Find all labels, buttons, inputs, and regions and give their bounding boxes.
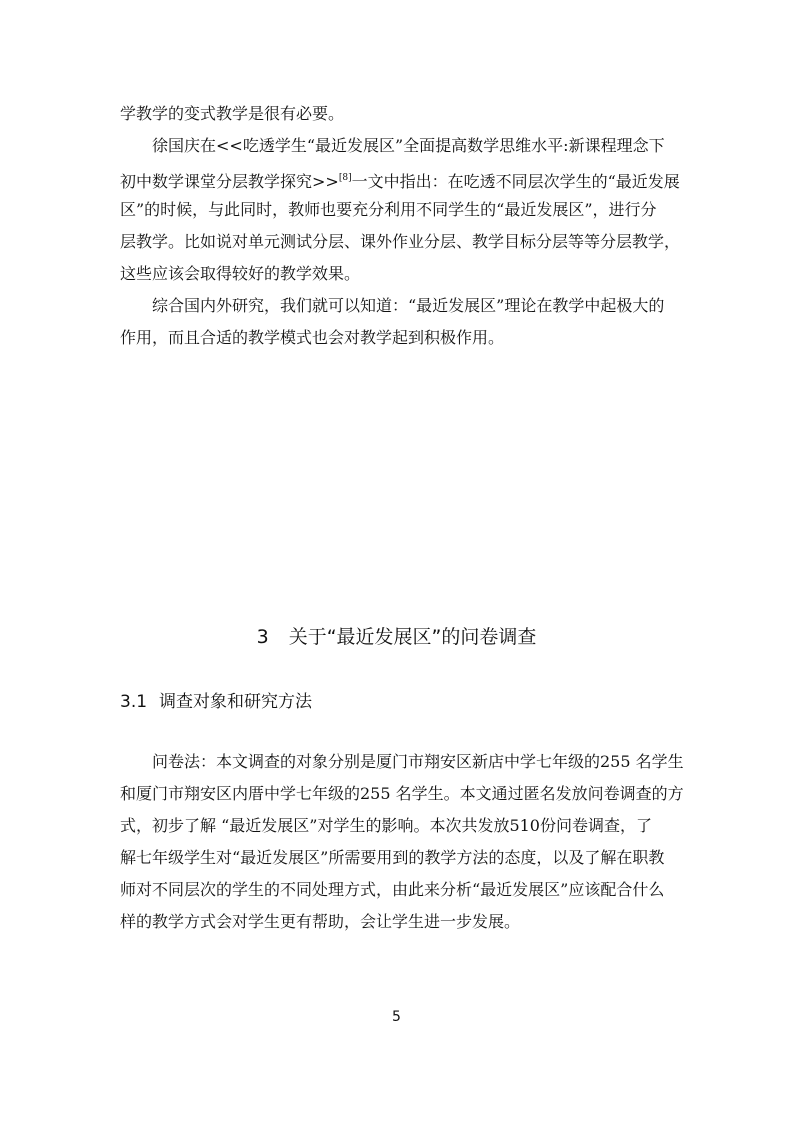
chapter-heading	[0, 624, 793, 650]
paragraph-line	[120, 168, 680, 192]
paragraph-line: 样的教学方式会对学生更有帮助，会让学生进一步发展。	[120, 912, 521, 931]
paragraph-line: 解七年级学生对“最近发展区”所需要用到的教学方法的态度，以及了解在职教	[120, 848, 665, 867]
paragraph-line: 徐国庆在<<吃透学生“最近发展区”全面提高数学思维水平:新课程理念下	[152, 136, 665, 155]
paragraph-line: 学教学的变式教学是很有必要。	[120, 104, 345, 123]
section-heading	[120, 690, 312, 714]
paragraph-line: 师对不同层次的学生的不同处理方式，由此来分析“最近发展区”应该配合什么	[120, 880, 665, 899]
paragraph-text: 初中数学课堂分层教学探究>>	[120, 172, 339, 191]
paragraph-line: 问卷法：本文调查的对象分别是厦门市翔安区新店中学七年级的255 名学生	[152, 752, 684, 771]
paragraph-line: 和厦门市翔安区内厝中学七年级的255 名学生。本文通过匿名发放问卷调查的方	[120, 784, 684, 803]
paragraph-line: 层教学。比如说对单元测试分层、课外作业分层、教学目标分层等等分层教学，	[120, 232, 681, 251]
chapter-title: 关于“最近发展区”的问卷调查	[288, 626, 537, 648]
paragraph-line: 式，初步了解 “最近发展区”对学生的影响。本次共发放510份问卷调查，了	[120, 816, 652, 835]
paragraph-text: 一文中指出：在吃透不同层次学生的“最近发展	[351, 172, 680, 191]
page-number: 5	[392, 1009, 401, 1025]
section-title: 调查对象和研究方法	[159, 692, 313, 712]
section-number: 3.1	[120, 692, 148, 712]
chapter-number: 3	[256, 626, 269, 648]
citation-marker: [8]	[338, 173, 352, 183]
paragraph-line: 作用，而且合适的教学模式也会对教学起到积极作用。	[120, 328, 505, 347]
paragraph-line: 这些应该会取得较好的教学效果。	[120, 264, 361, 283]
paragraph-line: 综合国内外研究，我们就可以知道：“最近发展区”理论在教学中起极大的	[152, 296, 665, 315]
paragraph-line: 区”的时候，与此同时，教师也要充分利用不同学生的“最近发展区”，进行分	[120, 200, 657, 219]
